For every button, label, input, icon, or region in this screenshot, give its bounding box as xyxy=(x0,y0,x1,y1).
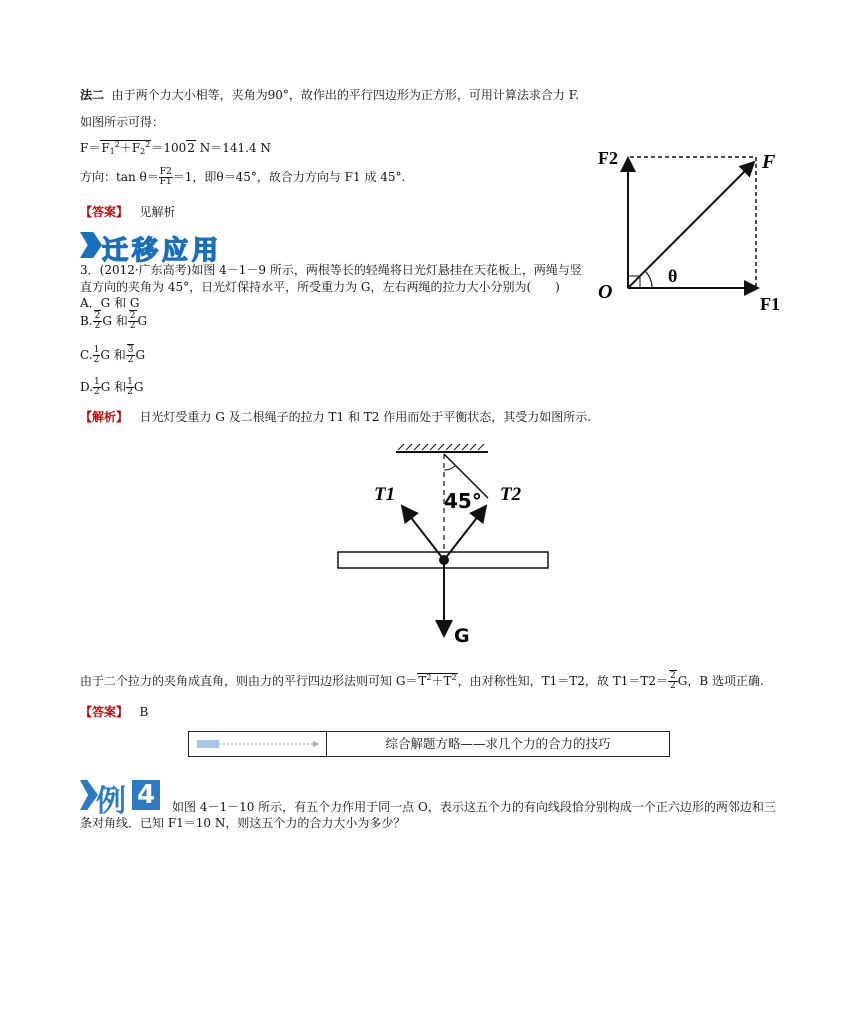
label-f2: F2 xyxy=(598,148,618,168)
analysis-line2: 由于二个拉力的夹角成直角，则由力的平行四边形法则可知 $G=T^2+T^2$，由对称性知，T1＝T2，故 T1＝T2＝ $\frac{2}{2}$ G，B 选项正确. xyxy=(80,671,764,691)
direction-line: 方向：tan θ＝ $\frac{F2}{F1}$ ＝1，即θ＝45°，故合力方向与 F1 成 45°. xyxy=(80,167,406,187)
figure-square-parallelogram xyxy=(590,140,790,320)
answer2-label: 【答案】 xyxy=(80,705,129,719)
option-c: C. $\frac{1}{2}$ G 和 $\frac{3}{2}$ G xyxy=(80,345,146,365)
label-o: O xyxy=(598,281,613,303)
formula-resultant: $F=F_1^2+F_2^2=1002$ N＝141.4 N xyxy=(80,140,271,156)
label-theta: θ xyxy=(668,266,678,286)
strategy-title: 综合解题方略——求几个力的合力的技巧 xyxy=(385,736,611,751)
label-g: G xyxy=(454,625,470,647)
figure-lamp-forces xyxy=(330,440,560,650)
example4-line2: 条对角线．已知 F1＝10 N，则这五个力的合力大小为多少？ xyxy=(80,816,406,830)
answer1-text: 见解析 xyxy=(139,205,176,219)
method2-line2: 如图所示可得： xyxy=(80,115,165,129)
method2-text: 由于两个力大小相等，夹角为90°，故作出的平行四边形为正方形，可用计算法求合力 F. xyxy=(111,88,580,102)
ceiling-hatch xyxy=(398,444,484,450)
analysis-line1: 【解析】 日光灯受重力 G 及二根绳子的拉力 T1 和 T2 作用而处于平衡状态，其受力如图所示. xyxy=(80,410,592,424)
angle-arc xyxy=(444,466,455,470)
answer1-label: 【答案】 xyxy=(80,205,129,219)
f-resultant-arrow xyxy=(628,162,754,288)
center-point xyxy=(439,555,449,565)
label-f: F xyxy=(762,151,776,173)
strategy-icon-cell xyxy=(189,732,327,756)
transfer-application-banner xyxy=(80,230,242,266)
label-f1: F1 xyxy=(760,294,780,314)
label-45deg: 45° xyxy=(444,489,482,513)
example4-line1: 如图 4－1－10 所示，有五个力作用于同一点 O，表示这五个力的有向线段恰分别构成一个正六边形的两邻边和三 xyxy=(172,800,776,814)
example-number: 4 xyxy=(132,780,160,810)
theta-arc xyxy=(645,271,652,288)
analysis-label: 【解析】 xyxy=(80,410,129,424)
answer1 xyxy=(80,205,175,219)
banner-arrow-icon xyxy=(80,232,102,258)
strategy-table xyxy=(188,731,670,757)
label-t2: T2 xyxy=(500,484,522,505)
option-d: D. $\frac{1}{2}$ G 和 $\frac{1}{2}$ G xyxy=(80,377,144,397)
option-a: A．G 和 G xyxy=(80,296,140,310)
option-b: B. $\frac{2}{2}$ G 和 $\frac{2}{2}$ G xyxy=(80,311,148,331)
question3-line2: 直方向的夹角为 45°，日光灯保持水平，所受重力为 G，左右两绳的拉力大小分别为( ) xyxy=(80,280,560,294)
answer2 xyxy=(80,705,148,719)
example-label: 例 xyxy=(96,784,126,819)
question3-line1: 3．(2012·广东高考)如图 4－1－9 所示，两根等长的轻绳将日光灯悬挂在天花板上，两绳与竖 xyxy=(80,263,582,277)
tan-fraction: $\frac{F2}{F1}$ xyxy=(159,167,172,187)
method2-label: 法二 xyxy=(80,88,105,102)
method2-line xyxy=(80,88,579,102)
label-t1: T1 xyxy=(374,484,396,505)
arrow-decoration-icon xyxy=(189,732,325,756)
answer2-text: B xyxy=(139,705,149,719)
example4-badge xyxy=(80,778,162,819)
banner-text: 迁移应用 xyxy=(102,236,223,266)
